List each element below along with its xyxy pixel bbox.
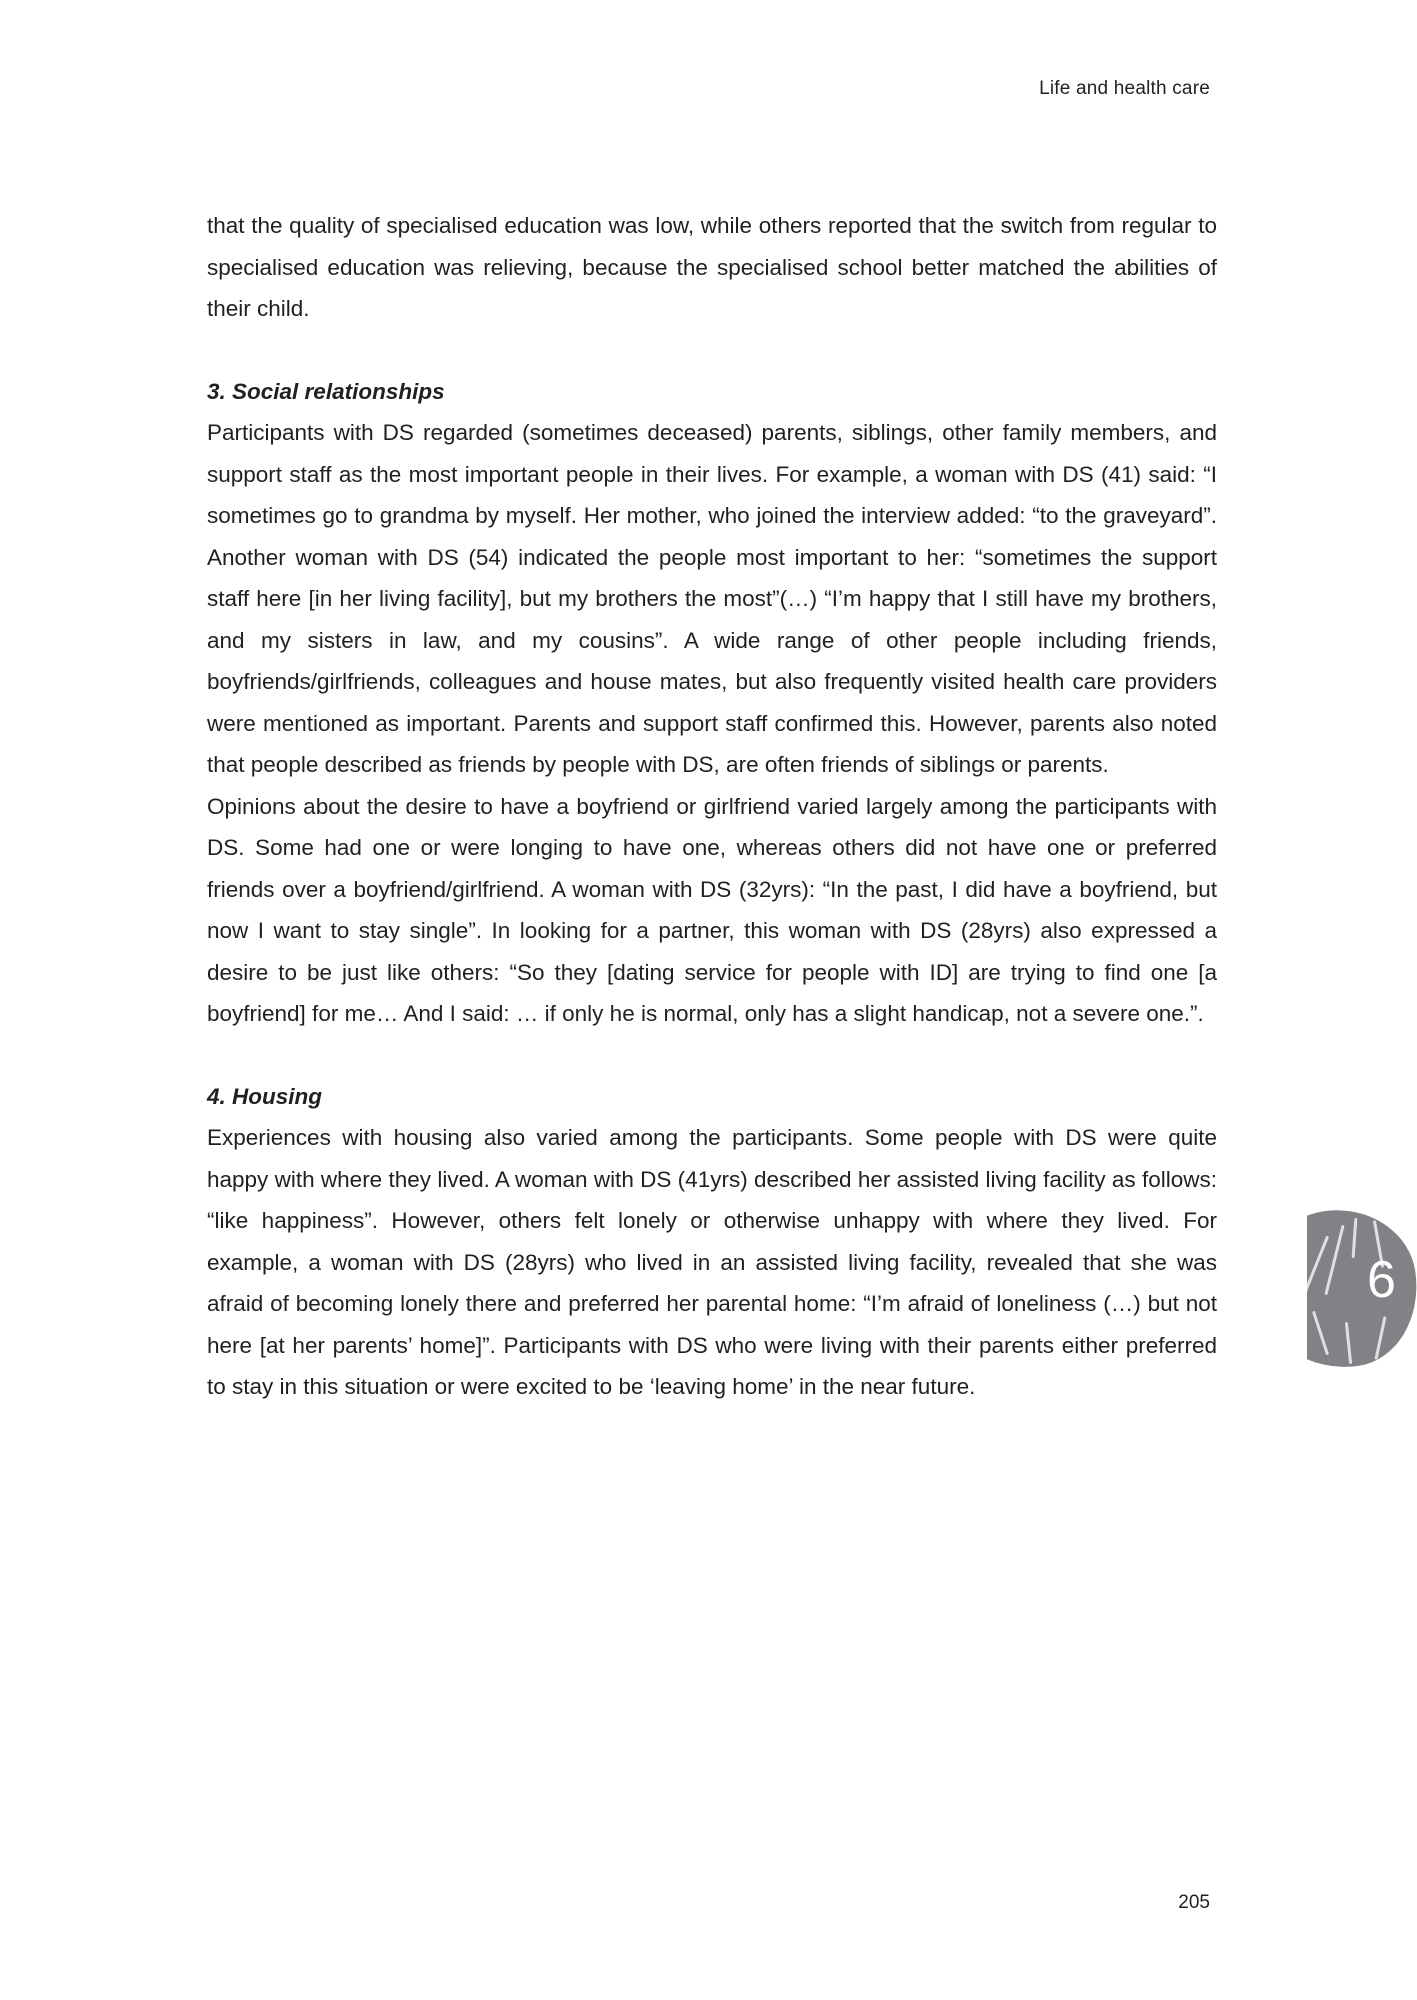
page-number: 205 bbox=[1178, 1892, 1210, 1913]
page-content bbox=[207, 205, 1217, 1408]
section-heading-social-relationships: 3. Social relationships bbox=[207, 378, 445, 404]
chapter-number: 6 bbox=[1367, 1251, 1396, 1309]
section-3-paragraph-1: Participants with DS regarded (sometimes deceased) parents, siblings, other family members, and support staff as the most important people in their lives. For example, a woman with DS (41) said: “I sometimes go to grandma by myself. Her mother, who joined the interview added: “to the graveyard”. Another woman with DS (54) indicated the people most important to her: “sometimes the support staff here [in her living facility], but my brothers the most”(…) “I’m happy that I still have my brothers, and my sisters in law, and my cousins”. A wide range of other people including friends, boyfriends/girlfriends, colleagues and house mates, but also frequently visited health care providers were mentioned as important. Parents and support staff confirmed this. However, parents also noted that people described as friends by people with DS, are often friends of siblings or parents. bbox=[207, 420, 1217, 777]
section-4-paragraph-1: Experiences with housing also varied among the participants. Some people with DS were quite happy with where they lived. A woman with DS (41yrs) described her assisted living facility as follows: “like happiness”. However, others felt lonely or otherwise unhappy with where they lived. For example, a woman with DS (28yrs) who lived in an assisted living facility, revealed that she was afraid of becoming lonely there and preferred her parental home: “I’m afraid of loneliness (…) but not here [at her parents’ home]”. Participants with DS who were living with their parents either preferred to stay in this situation or were excited to be ‘leaving home’ in the near future. bbox=[207, 1125, 1217, 1399]
running-head: Life and health care bbox=[1039, 78, 1210, 99]
section-3-paragraph-2: Opinions about the desire to have a boyfriend or girlfriend varied largely among the participants with DS. Some had one or were longing to have one, whereas others did not have one or preferred friends over a boyfriend/girlfriend. A woman with DS (32yrs): “In the past, I did have a boyfriend, but now I want to stay single”. In looking for a partner, this woman with DS (28yrs) also expressed a desire to be just like others: “So they [dating service for people with ID] are trying to find one [a boyfriend] for me… And I said: … if only he is normal, only has a slight handicap, not a severe one.”. bbox=[207, 793, 1217, 1026]
continuation-paragraph-text: that the quality of specialised education was low, while others reported that the switch from regular to specialised education was relieving, because the specialised school better matched the abilities of their child. bbox=[207, 213, 1217, 321]
spacer bbox=[207, 330, 1217, 371]
section-heading-housing: 4. Housing bbox=[207, 1083, 323, 1109]
spacer bbox=[207, 1035, 1217, 1076]
continuation-paragraph bbox=[207, 205, 1217, 330]
chapter-marker-badge bbox=[1307, 1210, 1417, 1370]
